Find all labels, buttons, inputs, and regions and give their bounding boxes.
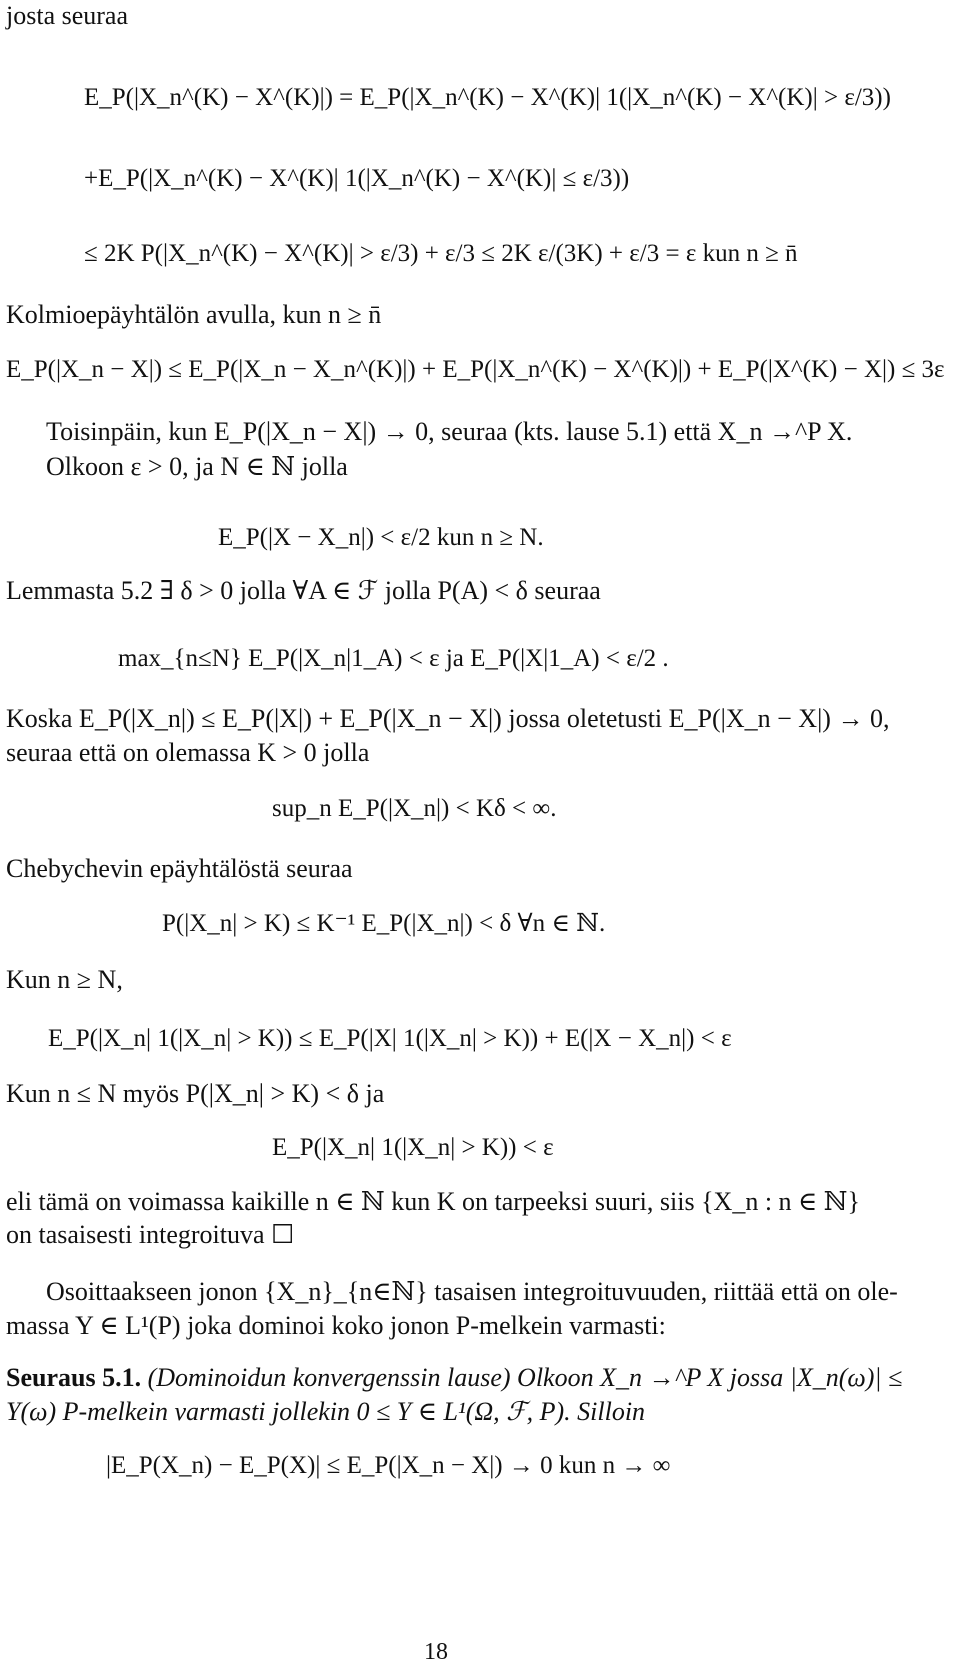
text-line: Koska E_P(|X_n|) ≤ E_P(|X|) + E_P(|X_n − X|) jossa oletetusti E_P(|X_n − X|) → 0, bbox=[6, 704, 890, 733]
text-line: eli tämä on voimassa kaikille n ∈ ℕ kun K on tarpeeksi suuri, siis {X_n : n ∈ ℕ} bbox=[6, 1187, 861, 1216]
equation-line: E_P(|X_n − X|) ≤ E_P(|X_n − X_n^(K)|) + E_P(|X_n^(K) − X^(K)|) + E_P(|X^(K) − X|) ≤ 3ε bbox=[6, 356, 945, 383]
text-line: Olkoon ε > 0, ja N ∈ ℕ jolla bbox=[46, 452, 348, 481]
corollary-text: (Dominoidun konvergenssin lause) Olkoon X_n →^P X jossa |X_n(ω)| ≤ bbox=[147, 1363, 903, 1392]
equation-line: E_P(|X − X_n|) < ε/2 kun n ≥ N. bbox=[218, 524, 544, 551]
text-line: Kun n ≤ N myös P(|X_n| > K) < δ ja bbox=[6, 1079, 385, 1108]
text-line: massa Y ∈ L¹(P) joka dominoi koko jonon P-melkein varmasti: bbox=[6, 1311, 666, 1340]
equation-line: E_P(|X_n^(K) − X^(K)|) = E_P(|X_n^(K) − X^(K)| 1(|X_n^(K) − X^(K)| > ε/3)) bbox=[84, 84, 891, 111]
equation-line: max_{n≤N} E_P(|X_n|1_A) < ε ja E_P(|X|1_A) < ε/2 . bbox=[118, 645, 669, 672]
equation-line: P(|X_n| > K) ≤ K⁻¹ E_P(|X_n|) < δ ∀n ∈ ℕ. bbox=[162, 910, 606, 937]
equation-line: sup_n E_P(|X_n|) < Kδ < ∞. bbox=[272, 795, 557, 822]
equation-line: +E_P(|X_n^(K) − X^(K)| 1(|X_n^(K) − X^(K)| ≤ ε/3)) bbox=[84, 165, 630, 192]
text-line: Kolmioepäyhtälön avulla, kun n ≥ n̄ bbox=[6, 300, 382, 329]
equation-line: |E_P(X_n) − E_P(X)| ≤ E_P(|X_n − X|) → 0 kun n → ∞ bbox=[106, 1452, 671, 1479]
text-line: seuraa että on olemassa K > 0 jolla bbox=[6, 738, 370, 767]
text-line: Lemmasta 5.2 ∃ δ > 0 jolla ∀A ∈ ℱ jolla P(A) < δ seuraa bbox=[6, 576, 601, 605]
page-number: 18 bbox=[424, 1639, 448, 1665]
text-line: josta seuraa bbox=[6, 1, 129, 30]
text-line: Kun n ≥ N, bbox=[6, 965, 123, 994]
equation-line: E_P(|X_n| 1(|X_n| > K)) < ε bbox=[272, 1134, 554, 1161]
text-line: Osoittaakseen jonon {X_n}_{n∈ℕ} tasaisen integroituvuuden, riittää että on ole- bbox=[46, 1277, 898, 1306]
equation-line: E_P(|X_n| 1(|X_n| > K)) ≤ E_P(|X| 1(|X_n| > K)) + E(|X − X_n|) < ε bbox=[48, 1025, 732, 1052]
corollary-label: Seuraus 5.1. bbox=[6, 1363, 142, 1392]
equation-line: ≤ 2K P(|X_n^(K) − X^(K)| > ε/3) + ε/3 ≤ 2K ε/(3K) + ε/3 = ε kun n ≥ n̄ bbox=[84, 240, 798, 267]
text-line: Chebychevin epäyhtälöstä seuraa bbox=[6, 854, 353, 883]
text-line: on tasaisesti integroituva ☐ bbox=[6, 1220, 295, 1249]
text-line: Toisinpäin, kun E_P(|X_n − X|) → 0, seuraa (kts. lause 5.1) että X_n →^P X. bbox=[46, 417, 853, 446]
corollary-text: Y(ω) P-melkein varmasti jollekin 0 ≤ Y ∈ L¹(Ω, ℱ, P). Silloin bbox=[6, 1397, 646, 1426]
corollary-heading bbox=[6, 1362, 902, 1394]
